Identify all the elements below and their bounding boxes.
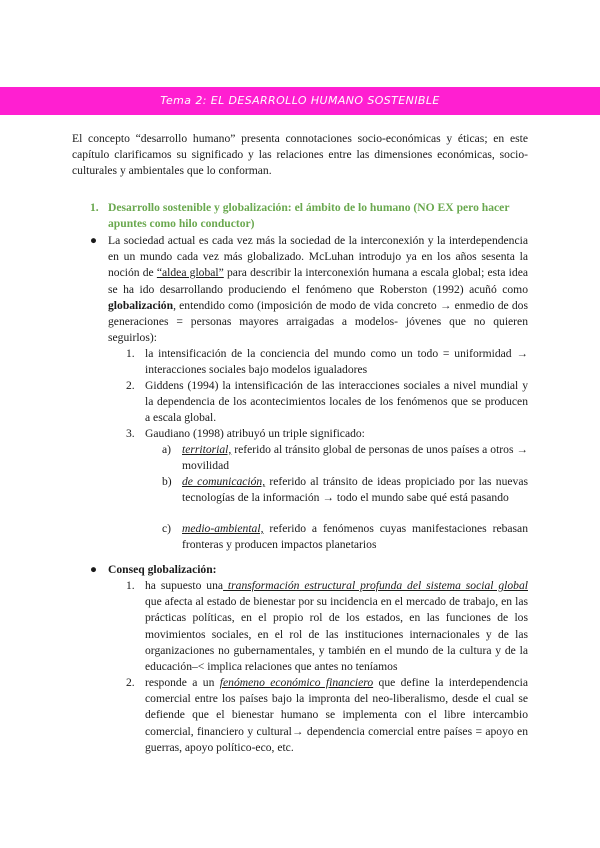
letter-text — [182, 442, 528, 474]
page-title: Tema 2: EL DESARROLLO HUMANO SOSTENIBLE — [160, 93, 440, 107]
letter-text — [182, 521, 528, 553]
item-post: que define la interdependencia comercial entre los países bajo la impronta del neo-liberalismo, desde el cual se defiende que el bienestar humano se implementa con el libre intercambio comercial, financiero y cultural→ dependencia comercial entre países = apoyo en guerras, apoyo político-eco, etc. — [145, 676, 528, 754]
paragraph-text: , entendido como (imposición de modo de vida concreto → enmedio de dos generaciones = personas mayores arraigadas a modelos- jóvenes que no quieren seguirlos): — [108, 298, 528, 345]
letter-text — [182, 474, 528, 506]
transformacion-term: transformación estructural profunda del sistema social global — [223, 579, 528, 592]
bullet-icon: ● — [90, 563, 98, 576]
list-text: Giddens (1994) la intensificación de las interacciones sociales a nivel mundial y la dependencia de los acontecimientos locales de los fenómenos que se producen a escala global. — [145, 379, 528, 425]
list-text — [145, 578, 528, 675]
list-item — [126, 346, 528, 378]
list-number: 1. — [126, 347, 135, 360]
list-item — [126, 426, 528, 442]
letter-rest: referido a fenómenos cuyas manifestaciones rebasan fronteras y producen impactos planetarios — [182, 522, 528, 552]
territorial-term: territorial, — [182, 443, 232, 456]
bullet-paragraph — [108, 233, 528, 346]
letter-marker: a) — [162, 443, 172, 456]
comunicacion-term: de comunicación, — [182, 475, 266, 488]
fenomeno-term: fenómeno económico financiero — [219, 676, 374, 689]
list-number: 2. — [126, 676, 135, 689]
item-pre: ha supuesto una — [145, 579, 224, 592]
aldea-global-term: “aldea global” — [156, 266, 224, 280]
letter-item — [162, 474, 528, 506]
list-number: 1. — [126, 579, 135, 592]
list-text: la intensificación de la conciencia del mundo como un todo = uniformidad → interacciones sociales bajo modelos igualadores — [145, 347, 528, 377]
medio-ambiental-term: medio-ambiental, — [182, 522, 264, 535]
section-heading — [90, 200, 510, 232]
paragraph-text: para describir la interconexión humana a escala global; esta idea se ha ido desarrollando produciendo el fenómeno que Roberston (1992) acuñó como — [108, 266, 528, 296]
header-banner — [0, 87, 600, 115]
list-text: Gaudiano (1998) atribuyó un triple significado: — [145, 427, 365, 440]
consequences-title: Conseq globalización: — [108, 563, 217, 576]
list-text — [145, 675, 528, 756]
list-item — [126, 675, 528, 756]
letter-marker: b) — [162, 475, 172, 488]
letter-item — [162, 521, 528, 553]
bullet-globalization — [90, 233, 528, 346]
list-item — [126, 578, 528, 675]
item-post: que afecta al estado de bienestar por su incidencia en el mercado de trabajo, en las prácticas políticas, en el propio rol de los estados, en las funciones de los movimientos sociales, en el rol de las instituciones internacionales y de las organizaciones no gubernamentales, y también en el mundo de la cultura y de la educación–< implica relaciones que antes no teníamos — [145, 595, 528, 674]
list-number: 3. — [126, 427, 135, 440]
letter-item — [162, 442, 528, 474]
globalizacion-term: globalización — [108, 298, 174, 312]
paragraph-text: La sociedad actual es cada vez más la sociedad de la interconexión y la interdependencia en un mundo cada vez más globalizado. McLuhan introdujo ya en los años sesenta la noción de — [108, 234, 528, 280]
list-number: 2. — [126, 379, 135, 392]
letter-rest: referido al tránsito de ideas propiciado por las nuevas tecnologías de la información → todo el mundo sabe qué está pasando — [182, 475, 528, 505]
intro-paragraph: El concepto “desarrollo humano” presenta connotaciones socio-económicas y éticas; en este capítulo clarificamos su significado y las relaciones entre las dimensiones económicas, socio-culturales y ambientales que lo conforman. — [72, 132, 528, 178]
section-title: Desarrollo sostenible y globalización: el ámbito de lo humano (NO EX pero hacer apuntes como hilo conductor) — [108, 201, 510, 231]
bullet-icon: ● — [90, 234, 98, 247]
letter-rest: referido al tránsito global de personas de unos países a otros → movilidad — [182, 443, 528, 473]
section-number: 1. — [90, 201, 99, 214]
list-item — [126, 378, 528, 427]
letter-marker: c) — [162, 522, 172, 535]
item-pre: responde a un — [145, 676, 220, 689]
bullet-consequences — [90, 562, 528, 578]
